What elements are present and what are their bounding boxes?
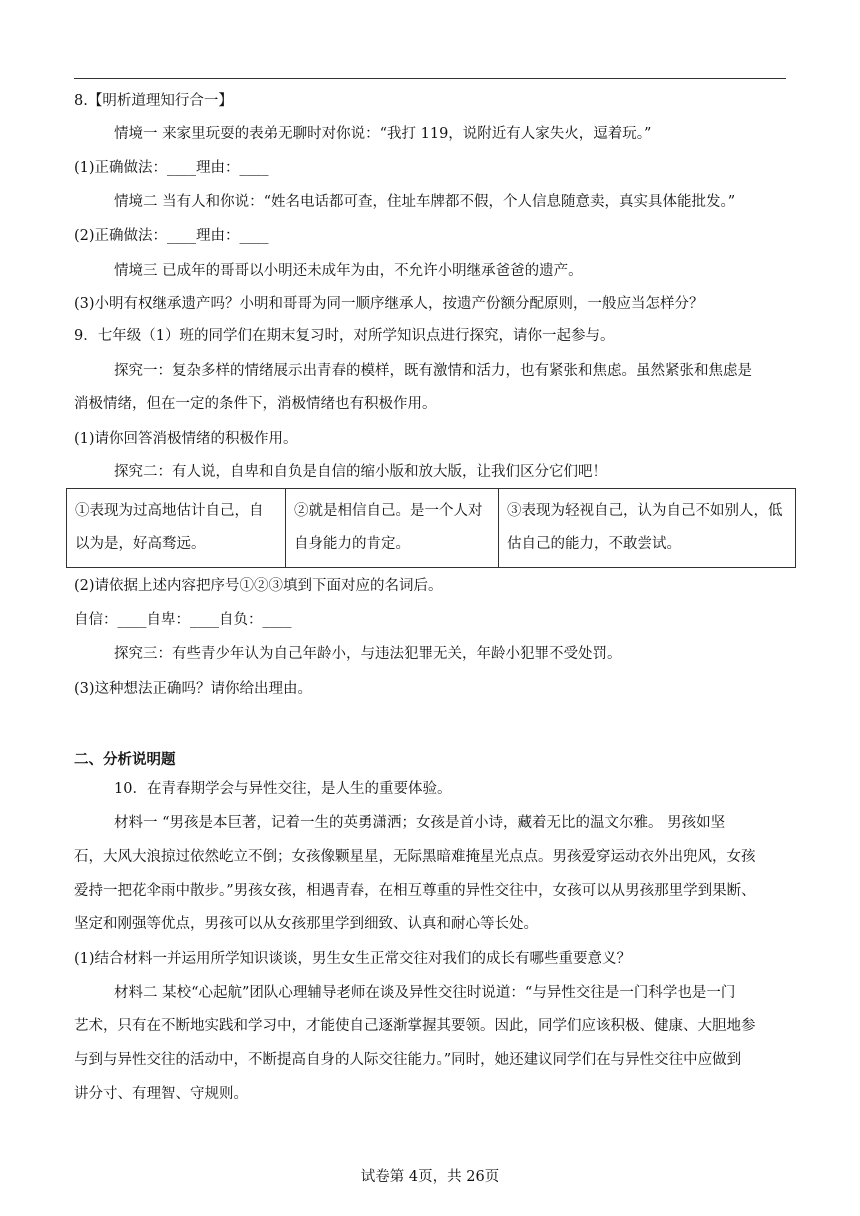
trait-table [66, 488, 796, 568]
material-1-line-3: 爱持一把花伞雨中散步。”男孩女孩，相遇青春，在相互尊重的异性交往中，女孩可以从男孩那里学到果断、 [74, 883, 756, 899]
scenario-3: 情境三 已成年的哥哥以小明还未成年为由，不允许小明继承爸爸的遗产。 [114, 263, 583, 279]
table-row [67, 489, 796, 568]
answer-1: (1)正确做法：____理由：____ [74, 160, 269, 176]
material-2-line-2: 艺术，只有在不断地实践和学习中，才能使自己逐渐掌握其要领。因此，同学们应该积极、健康、大胆地参 [74, 1018, 756, 1034]
material-1-line-4: 坚定和刚强等优点，男孩可以从女孩那里学到细致、认真和耐心等长处。 [74, 916, 538, 932]
q10-sub-1: (1)结合材料一并运用所学知识谈谈，男生女生正常交往对我们的成长有哪些重要意义？ [74, 951, 632, 967]
answer-3: (3)小明有权继承遗产吗？小明和哥哥为同一顺序继承人，按遗产份额分配原则，一般应当怎样分？ [74, 296, 704, 312]
explore-2: 探究二：有人说，自卑和自负是自信的缩小版和放大版，让我们区分它们吧！ [114, 464, 607, 480]
table-cell-2: ②就是相信自己。是一个人对自身能力的肯定。 [286, 489, 499, 568]
q9-sub-1: (1)请你回答消极情绪的积极作用。 [74, 431, 298, 447]
question-9-title: 9．七年级（1）班的同学们在期末复习时，对所学知识点进行探究，请你一起参与。 [74, 328, 615, 344]
answer-2: (2)正确做法：____理由：____ [74, 228, 269, 244]
scenario-1: 情境一 来家里玩耍的表弟无聊时对你说：“我打 119，说附近有人家失火，逗着玩。” [114, 126, 652, 142]
table-cell-3: ③表现为轻视自己，认为自己不如别人，低估自己的能力，不敢尝试。 [499, 489, 796, 568]
fill-blanks: 自信：____自卑：____自负：____ [74, 612, 292, 628]
explore-1-line-2: 消极情绪，但在一定的条件下，消极情绪也有积极作用。 [74, 396, 437, 412]
q9-sub-2: (2)请依据上述内容把序号①②③填到下面对应的名词后。 [74, 578, 443, 594]
material-1-line-2: 石，大风大浪掠过依然屹立不倒；女孩像颗星星，无际黑暗难掩星光点点。男孩爱穿运动衣外出兜风，女孩 [74, 849, 756, 865]
explore-3: 探究三：有些青少年认为自己年龄小，与违法犯罪无关，年龄小犯罪不受处罚。 [114, 646, 622, 662]
header-rule [74, 78, 786, 79]
material-1-line-1: 材料一 “男孩是本巨著，记着一生的英勇潇洒；女孩是首小诗，藏着无比的温文尔雅。 男孩如坚 [114, 815, 726, 831]
material-2-line-1: 材料二 某校“心起航”团队心理辅导老师在谈及异性交往时说道：“与异性交往是一门科学也是一门 [114, 985, 736, 1001]
section-2-title: 二、分析说明题 [74, 751, 176, 768]
scenario-2: 情境二 当有人和你说：“姓名电话都可查，住址车牌都不假，个人信息随意卖，真实具体能批发。” [114, 194, 736, 210]
page-footer: 试卷第 4页，共 26页 [360, 1169, 500, 1185]
q9-sub-3: (3)这种想法正确吗？请你给出理由。 [74, 681, 313, 697]
material-2-line-4: 讲分寸、有理智、守规则。 [74, 1086, 248, 1102]
explore-1-line-1: 探究一：复杂多样的情绪展示出青春的模样，既有激情和活力，也有紧张和焦虑。虽然紧张和焦虑是 [114, 363, 752, 379]
table-cell-1: ①表现为过高地估计自己，自以为是，好高骛远。 [67, 489, 286, 568]
question-10-title: 10．在青春期学会与异性交往，是人生的重要体验。 [114, 781, 452, 797]
material-2-line-3: 与到与异性交往的活动中，不断提高自身的人际交往能力。”同时，她还建议同学们在与异性交往中应做到 [74, 1052, 742, 1068]
question-8-title: 8.【明析道理知行合一】 [74, 93, 233, 109]
